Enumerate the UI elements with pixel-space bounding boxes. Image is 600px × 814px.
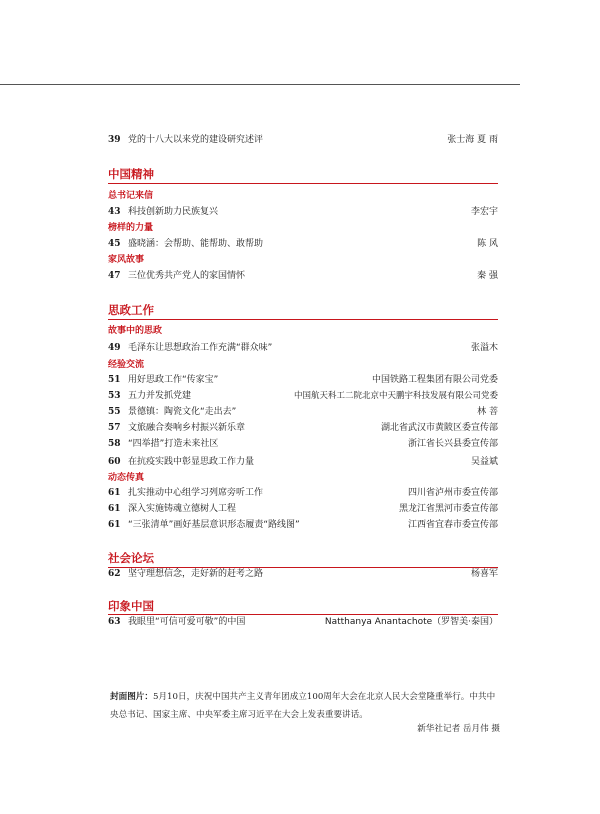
entry-title: 毛泽东让思想政治工作充满“群众味” [128,343,273,353]
subsection-title: 故事中的思政 [108,326,163,336]
entry-author: 中国铁路工程集团有限公司党委 [371,375,498,385]
entry-author: 秦 强 [477,271,498,281]
entry-title: 深入实施铸魂立德树人工程 [128,504,237,514]
page-number: 51 [108,375,121,385]
toc-entry[interactable] [108,502,498,516]
toc-entry[interactable] [108,373,498,387]
section-divider [108,183,498,184]
toc-entry[interactable] [108,615,498,629]
entry-author: 四川省泸州市委宣传部 [407,488,498,498]
page-number: 62 [108,569,121,579]
page-number: 63 [108,617,121,627]
toc-entry[interactable] [108,341,498,355]
toc-entry[interactable] [108,455,498,469]
cover-caption [110,688,500,724]
page-number: 39 [108,135,121,145]
page-number: 43 [108,207,121,217]
subsection-title: 榜样的力量 [108,223,154,233]
page-number: 49 [108,343,121,353]
page-number: 57 [108,423,121,433]
entry-title: 科技创新助力民族复兴 [128,207,219,217]
entry-title: 扎实推动中心组学习列席旁听工作 [128,488,264,498]
subsection-title: 总书记来信 [108,191,154,201]
top-divider-line [0,84,520,85]
toc-entry[interactable] [108,486,498,500]
entry-title: 党的十八大以来党的建设研究述评 [128,135,264,145]
toc-entry[interactable] [108,567,498,581]
entry-author: 黑龙江省黑河市委宣传部 [398,504,498,514]
page-number: 47 [108,271,121,281]
entry-author: 浙江省长兴县委宣传部 [407,439,498,449]
toc-entry[interactable] [108,205,498,219]
page-number: 60 [108,457,121,467]
subsection-title: 动态传真 [108,473,145,483]
section-title-sizheng-gongzuo: 思政工作 [108,303,154,317]
page-number: 45 [108,239,121,249]
toc-entry[interactable] [108,518,498,532]
entry-author: 中国航天科工二院北京中天鹏宇科技发展有限公司党委 [293,391,498,401]
section-title-zhongguo-jingshen: 中国精神 [108,167,154,181]
toc-entry[interactable] [108,133,498,147]
page-number: 58 [108,439,121,449]
entry-title: 我眼里“可信可爱可敬”的中国 [128,617,246,627]
toc-entry[interactable] [108,269,498,283]
toc-entry[interactable] [108,389,498,403]
entry-author: 吴益斌 [470,457,498,467]
entry-author: 湖北省武汉市黄陂区委宣传部 [380,423,498,433]
entry-title: 用好思政工作“传家宝” [128,375,219,385]
entry-title: 五力并发抓党建 [128,391,192,401]
subsection-title: 经验交流 [108,360,145,370]
toc-entry[interactable] [108,237,498,251]
entry-author: 张溢木 [470,343,498,353]
toc-entry[interactable] [108,421,498,435]
section-title-shehui-luntan: 社会论坛 [108,551,154,565]
page-number: 53 [108,391,121,401]
entry-author: 张士海 夏 雨 [447,135,498,145]
entry-author: 杨喜军 [470,569,498,579]
cover-caption-text: 5月10日，庆祝中国共产主义青年团成立100周年大会在北京人民大会堂隆重举行。中共中央总书记、国家主席、中央军委主席习近平在大会上发表重要讲话。 [110,692,496,720]
entry-title: “三张清单”画好基层意识形态履责“路线图” [128,520,300,530]
entry-author: 陈 风 [477,239,498,249]
entry-title: 景德镇：陶瓷文化“走出去” [128,407,237,417]
toc-entry[interactable] [108,405,498,419]
entry-author: 李宏宇 [470,207,498,217]
entry-author: 江西省宜春市委宣传部 [407,520,498,530]
section-title-yinxiang-zhongguo: 印象中国 [108,599,154,613]
page-number: 61 [108,520,121,530]
entry-title: “四举措”打造未来社区 [128,439,219,449]
entry-title: 在抗疫实践中彰显思政工作力量 [128,457,255,467]
page-number: 55 [108,407,121,417]
entry-title: 三位优秀共产党人的家国情怀 [128,271,246,281]
entry-author: 林 菩 [477,407,498,417]
toc-entry[interactable] [108,437,498,451]
page-number: 61 [108,504,121,514]
page-number: 61 [108,488,121,498]
entry-title: 文旅融合奏响乡村振兴新乐章 [128,423,246,433]
photo-credit: 新华社记者 岳月伟 摄 [417,724,500,734]
subsection-title: 家风故事 [108,255,145,265]
entry-title: 盛晓涵：会帮助、能帮助、敢帮助 [128,239,264,249]
section-divider [108,319,498,320]
entry-author: Natthanya Anantachote（罗智美·泰国） [324,617,498,627]
cover-caption-label: 封面图片： [110,692,153,702]
entry-title: 坚守理想信念，走好新的赶考之路 [128,569,264,579]
